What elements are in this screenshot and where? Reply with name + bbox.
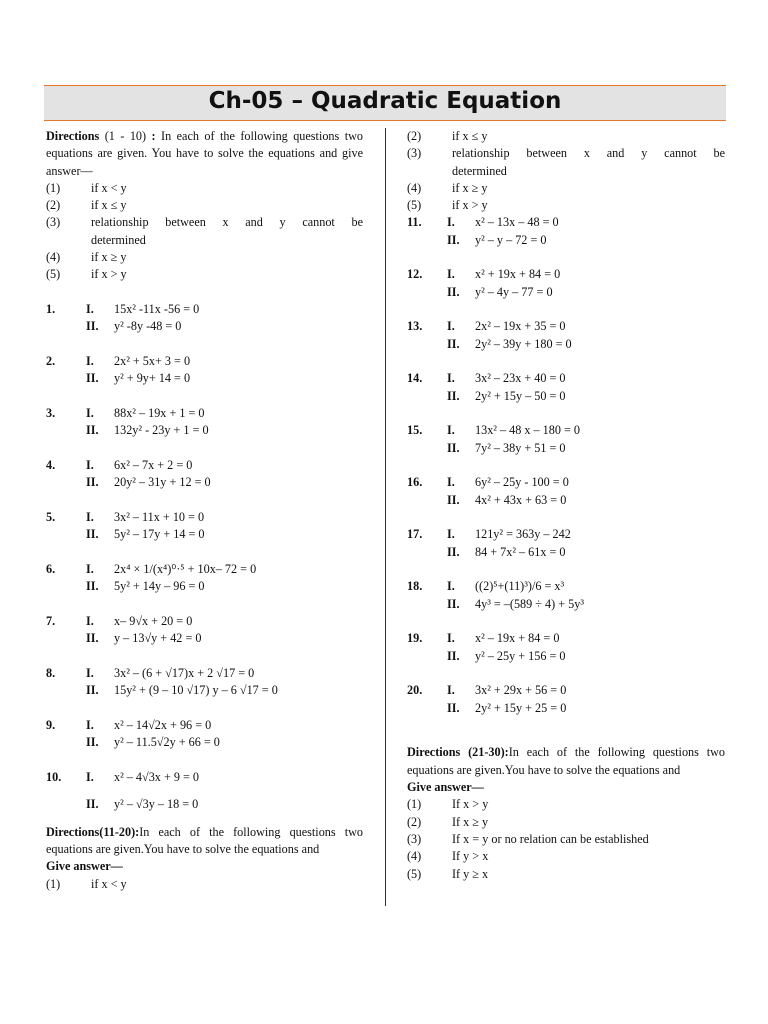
question-6: 6. I. 2x⁴ × 1/(x⁴)⁰·⁵ + 10x– 72 = 0 II. 5y² + 14y – 96 = 0 [46,561,257,594]
directions-21-30: Directions (21-30):In each of the following questions two equations are given.You have to solve the equations and [407,745,726,777]
option-item: (2) if x ≤ y [407,129,488,143]
options-21-30 [407,796,725,882]
question-18: 18. I. ((2)⁵+(11)³)/6 = x³ II. 4y³ = –(589 ÷ 4) + 5y³ [407,579,584,611]
option-item: (3) relationship between x and y cannot be [46,215,363,230]
directions-1-10: Directions (1 - 10) : In each of the following questions two equations are given. You have to solve the equations and give answer— [46,129,363,178]
option-item: (2) if x ≤ y [46,198,127,213]
give-answer-label: Give answer— [407,780,484,795]
question-3: 3. I. 88x² – 19x + 1 = 0 II. 132y² - 23y + 1 = 0 [46,405,209,438]
give-answer-label: Give answer— [46,859,123,874]
options-1-10 [46,180,363,284]
question-4: 4. I. 6x² – 7x + 2 = 0 II. 20y² – 31y + 12 = 0 [46,457,211,490]
option-item: (1) if x < y [46,876,127,891]
question-19: 19. I. x² – 19x + 84 = 0 II. y² – 25y + 156 = 0 [407,631,566,663]
question-11: 11. I. x² – 13x – 48 = 0 II. y² – y – 72 = 0 [407,215,559,247]
question-2: 2. I. 2x² + 5x+ 3 = 0 II. y² + 9y+ 14 = 0 [46,353,191,386]
option-item: (3) relationship between x and y cannot be [407,146,725,161]
question-7: 7. I. x– 9√x + 20 = 0 II. y – 13√y + 42 = 0 [46,613,202,646]
directions-11-20: Directions(11-20):In each of the following questions two equations are given.You have to solve the equations and [46,824,363,856]
option-item: (2) If x ≥ y [407,814,489,829]
option-item: (1) If x > y [407,797,489,812]
option-item: determined [452,163,507,178]
title-bar [44,85,726,121]
left-column [46,128,363,893]
right-column [407,128,725,883]
option-item: determined [91,232,146,247]
question-8: 8. I. 3x² – (6 + √17)x + 2 √17 = 0 II. 15y² + (9 – 10 √17) y – 6 √17 = 0 [46,665,278,698]
option-item: (4) if x ≥ y [407,180,488,195]
question-14: 14. I. 3x² – 23x + 40 = 0 II. 2y² + 15y – 50 = 0 [407,371,566,403]
page-title: Ch-05 – Quadratic Equation [208,88,562,114]
question-10: 10. I. x² – 4√3x + 9 = 0 II. y² – √3y – 18 = 0 [46,769,200,812]
question-17: 17. I. 121y² = 363y – 242 II. 84 + 7x² – 61x = 0 [407,527,571,559]
options-11-20-cont [407,128,725,214]
option-item: (5) If y ≥ x [407,866,489,881]
question-1: 1. I. 15x² -11x -56 = 0 II. y² -8y -48 = 0 [46,301,200,334]
question-16: 16. I. 6y² – 25y - 100 = 0 II. 4x² + 43x + 63 = 0 [407,475,569,507]
option-item: (5) if x > y [46,267,127,282]
option-item: (1) if x < y [46,180,127,195]
question-12: 12. I. x² + 19x + 84 = 0 II. y² – 4y – 77 = 0 [407,267,561,299]
column-divider [385,128,386,906]
option-item: (5) if x > y [407,198,488,213]
question-13: 13. I. 2x² – 19x + 35 = 0 II. 2y² – 39y + 180 = 0 [407,319,572,351]
option-item: (3) If x = y or no relation can be established [407,831,649,846]
question-9: 9. I. x² – 14√2x + 96 = 0 II. y² – 11.5√2y + 66 = 0 [46,717,220,750]
question-20: 20. I. 3x² + 29x + 56 = 0 II. 2y² + 15y + 25 = 0 [407,683,567,715]
question-15: 15. I. 13x² – 48 x – 180 = 0 II. 7y² – 38y + 51 = 0 [407,423,580,455]
option-item: (4) if x ≥ y [46,250,127,265]
option-item: (4) If y > x [407,849,489,864]
question-5: 5. I. 3x² – 11x + 10 = 0 II. 5y² – 17y + 14 = 0 [46,509,205,542]
